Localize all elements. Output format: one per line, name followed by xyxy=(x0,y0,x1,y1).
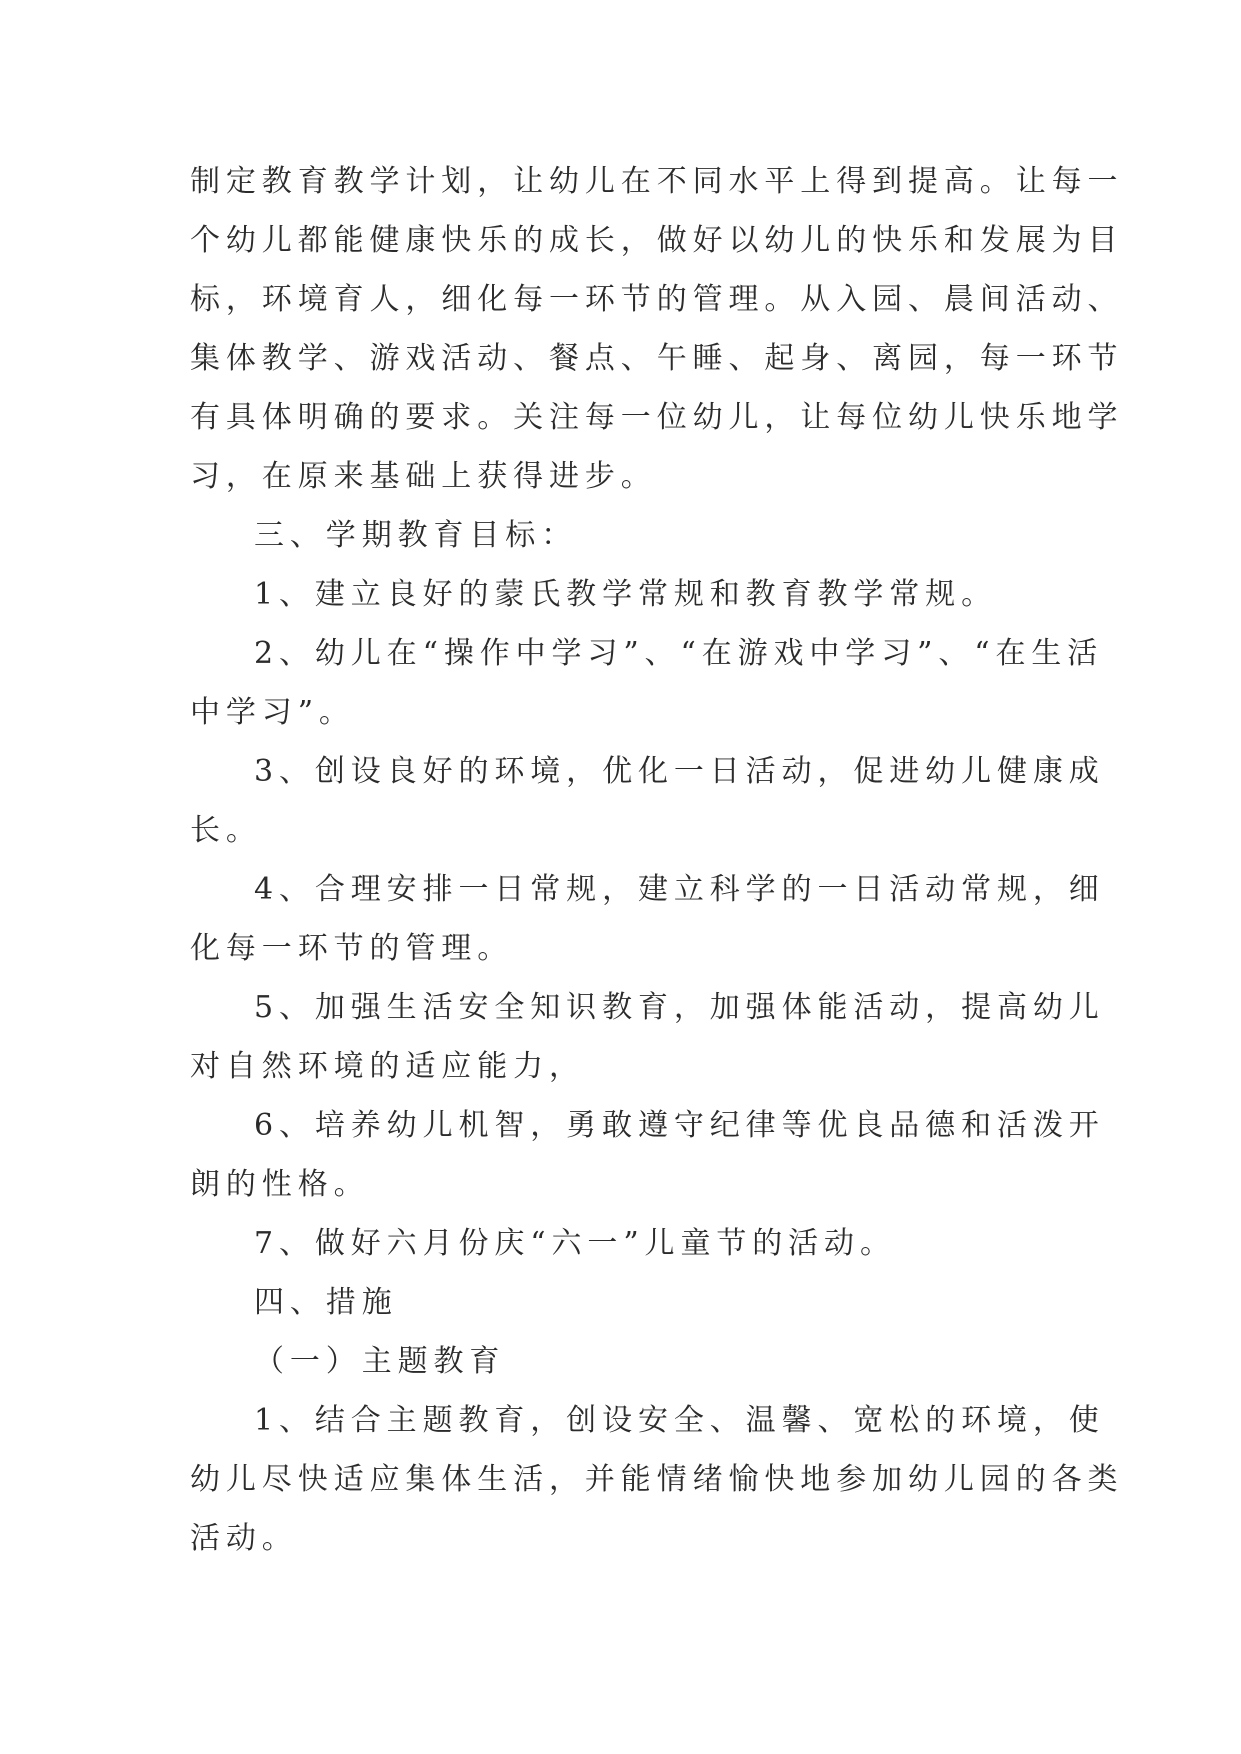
text-line: 化每一环节的管理。 xyxy=(190,931,514,966)
list-item: 3、创设良好的环境，优化一日活动，促进幼儿健康成 xyxy=(254,754,1105,789)
section-heading: 三、学期教育目标： xyxy=(254,518,578,553)
section-heading: 四、措施 xyxy=(254,1285,398,1320)
text-line: 集体教学、游戏活动、餐点、午睡、起身、离园，每一环节 xyxy=(190,341,1124,376)
text-line: 标，环境育人，细化每一环节的管理。从入园、晨间活动、 xyxy=(190,282,1124,317)
list-item: 5、加强生活安全知识教育，加强体能活动，提高幼儿 xyxy=(254,990,1105,1025)
text-line: 个幼儿都能健康快乐的成长，做好以幼儿的快乐和发展为目 xyxy=(190,223,1124,258)
text-line: 习，在原来基础上获得进步。 xyxy=(190,459,657,494)
text-line: 活动。 xyxy=(190,1521,298,1556)
subsection-heading: （一）主题教育 xyxy=(254,1344,506,1379)
list-item: 2、幼儿在“操作中学习”、“在游戏中学习”、“在生活 xyxy=(254,636,1104,671)
text-line: 制定教育教学计划，让幼儿在不同水平上得到提高。让每一 xyxy=(190,164,1124,199)
list-item: 1、建立良好的蒙氏教学常规和教育教学常规。 xyxy=(254,577,997,612)
list-item: 7、做好六月份庆“六一”儿童节的活动。 xyxy=(254,1226,896,1261)
text-line: 长。 xyxy=(190,813,262,848)
text-line: 对自然环境的适应能力， xyxy=(190,1049,585,1084)
text-line: 有具体明确的要求。关注每一位幼儿，让每位幼儿快乐地学 xyxy=(190,400,1124,435)
list-item: 1、结合主题教育，创设安全、温馨、宽松的环境，使 xyxy=(254,1403,1105,1438)
text-line: 中学习”。 xyxy=(190,695,355,730)
list-item: 6、培养幼儿机智，勇敢遵守纪律等优良品德和活泼开 xyxy=(254,1108,1105,1143)
text-line: 朗的性格。 xyxy=(190,1167,370,1202)
list-item: 4、合理安排一日常规，建立科学的一日活动常规，细 xyxy=(254,872,1105,907)
text-line: 幼儿尽快适应集体生活，并能情绪愉快地参加幼儿园的各类 xyxy=(190,1462,1124,1497)
